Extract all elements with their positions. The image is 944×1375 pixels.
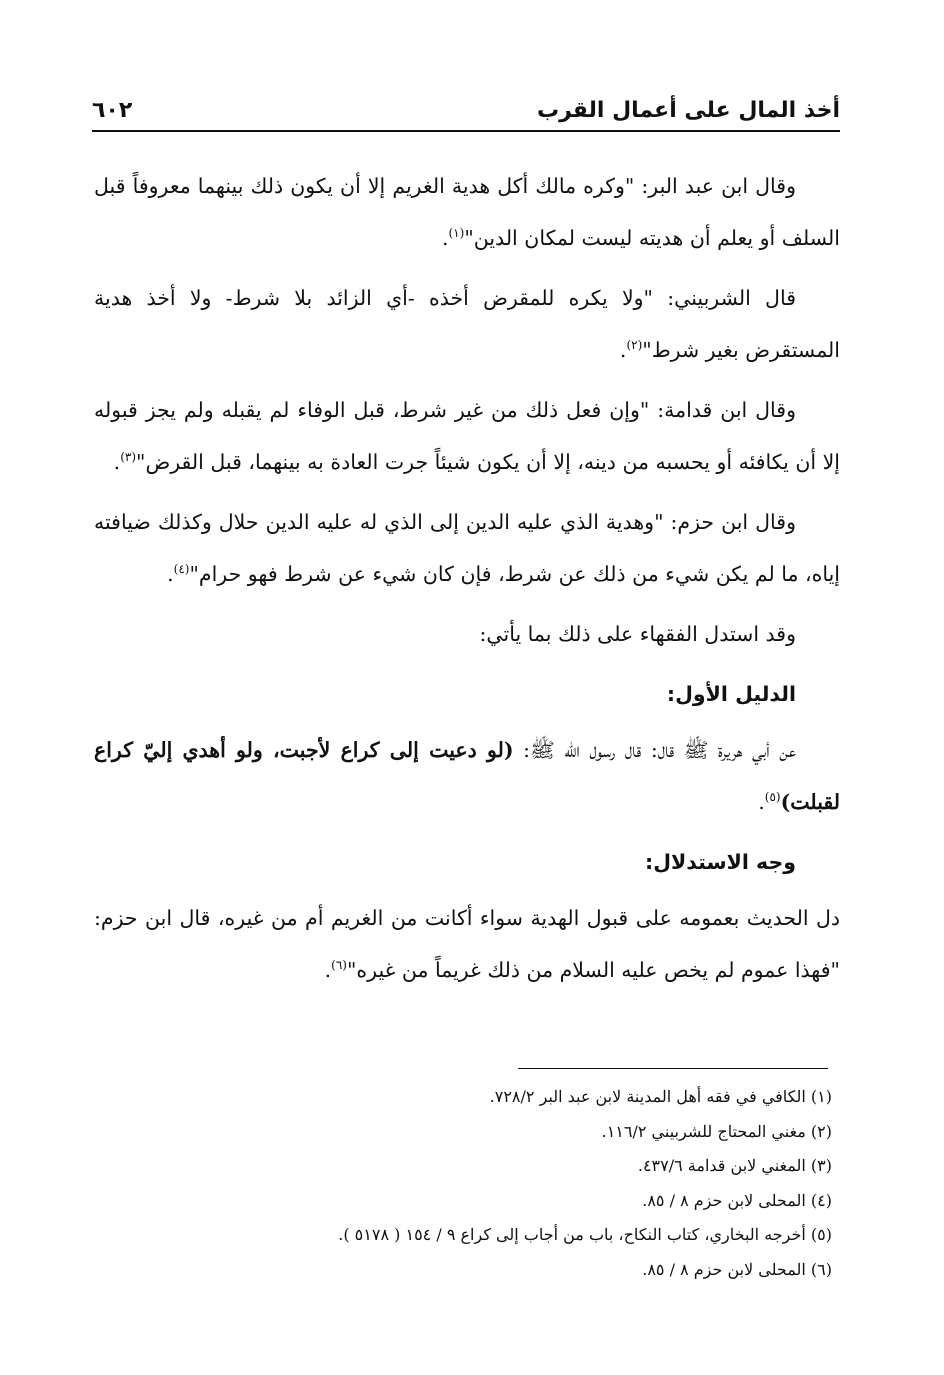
paragraph-end: . (441, 226, 449, 250)
page-number: ٦٠٢ (92, 98, 133, 123)
paragraph-text: عن أبي هريرة ﷺ قال: قال رسول الله ﷺ: (513, 738, 796, 762)
paragraph-end: . (113, 450, 121, 474)
paragraph-ibn-hazm (94, 496, 840, 600)
footnote-2: (٢) مغني المحتاج للشربيني ١١٦/٢. (601, 1121, 832, 1141)
footnote-ref-4[interactable]: (٤) (173, 562, 190, 577)
paragraph-evidence-intro: وقد استدل الفقهاء على ذلك بما يأتي: (479, 622, 796, 646)
paragraph-shirbini (94, 272, 840, 376)
paragraph-ibn-abd-al-barr (94, 160, 840, 264)
paragraph-end: . (324, 958, 332, 982)
footnote-5: (٥) أخرجه البخاري، كتاب النكاح، باب من أجاب إلى كراع ٩ / ١٥٤ ( ٥١٧٨ ). (338, 1225, 832, 1244)
paragraph-text: دل الحديث بعمومه على قبول الهدية سواء أكانت من الغريم أم من غيره، قال ابن حزم: "فهذا عموم لم يخص عليه السلام من ذلك غريماً من غيره" (94, 906, 840, 982)
main-text (94, 160, 840, 1004)
paragraph-text: وقال ابن عبد البر: "وكره مالك أكل هدية الغريم إلا أن يكون ذلك بينهما معروفاً قبل السلف أو يعلم أن هديته ليست لمكان الدين" (94, 174, 840, 250)
footnote-3: (٣) المغني لابن قدامة ٤٣٧/٦. (637, 1156, 832, 1175)
footnote-ref-2[interactable]: (٢) (626, 338, 643, 353)
footnote-4: (٤) المحلى لابن حزم ٨ / ٨٥. (642, 1190, 832, 1210)
footnotes (112, 1080, 832, 1287)
paragraph-inference (94, 892, 840, 996)
header-title: أخذ المال على أعمال القرب (536, 98, 840, 123)
footnote-6: (٦) المحلى لابن حزم ٨ / ٨٥. (642, 1259, 832, 1279)
footnote-1: (١) الكافي في فقه أهل المدينة لابن عبد البر ٧٢٨/٢. (489, 1087, 832, 1106)
footnote-ref-3[interactable]: (٣) (120, 450, 137, 465)
heading-inference: وجه الاستدلال: (645, 850, 796, 874)
footnote-ref-5[interactable]: (٥) (764, 790, 781, 805)
paragraph-text: قال الشربيني: "ولا يكره للمقرض أخذه -أي الزائد بلا شرط- ولا أخذ هدية المستقرض بغير شرط" (94, 286, 840, 362)
paragraph-text: وقال ابن قدامة: "وإن فعل ذلك من غير شرط، قبل الوفاء لم يقبله ولم يجز قبوله إلا أن يكافئه أو يحسبه من دينه، إلا أن يكون شيئاً جرت العادة به بينهما، قبل القرض" (94, 398, 840, 474)
running-header (92, 96, 840, 130)
heading-first-evidence: الدليل الأول: (666, 682, 796, 706)
footnote-ref-1[interactable]: (١) (448, 226, 465, 241)
paragraph-ibn-qudama (94, 384, 840, 488)
paragraph-end: . (619, 338, 627, 362)
footnote-ref-6[interactable]: (٦) (331, 958, 347, 973)
paragraph-end: . (167, 562, 174, 586)
paragraph-end: . (758, 790, 765, 814)
hadith-quote: (لو دعيت إلى كراع لأجبت، ولو أهدي إليّ كراع لقبلت) (94, 738, 840, 814)
paragraph-text: وقال ابن حزم: "وهدية الذي عليه الدين إلى الذي له عليه الدين حلال وكذلك ضيافته إياه، ما لم يكن شيء من ذلك عن شرط، فإن كان شيء عن شرط فهو حرام" (94, 510, 840, 586)
paragraph-hadith (94, 724, 840, 828)
footnote-separator (518, 1068, 828, 1069)
header-rule (92, 130, 840, 132)
